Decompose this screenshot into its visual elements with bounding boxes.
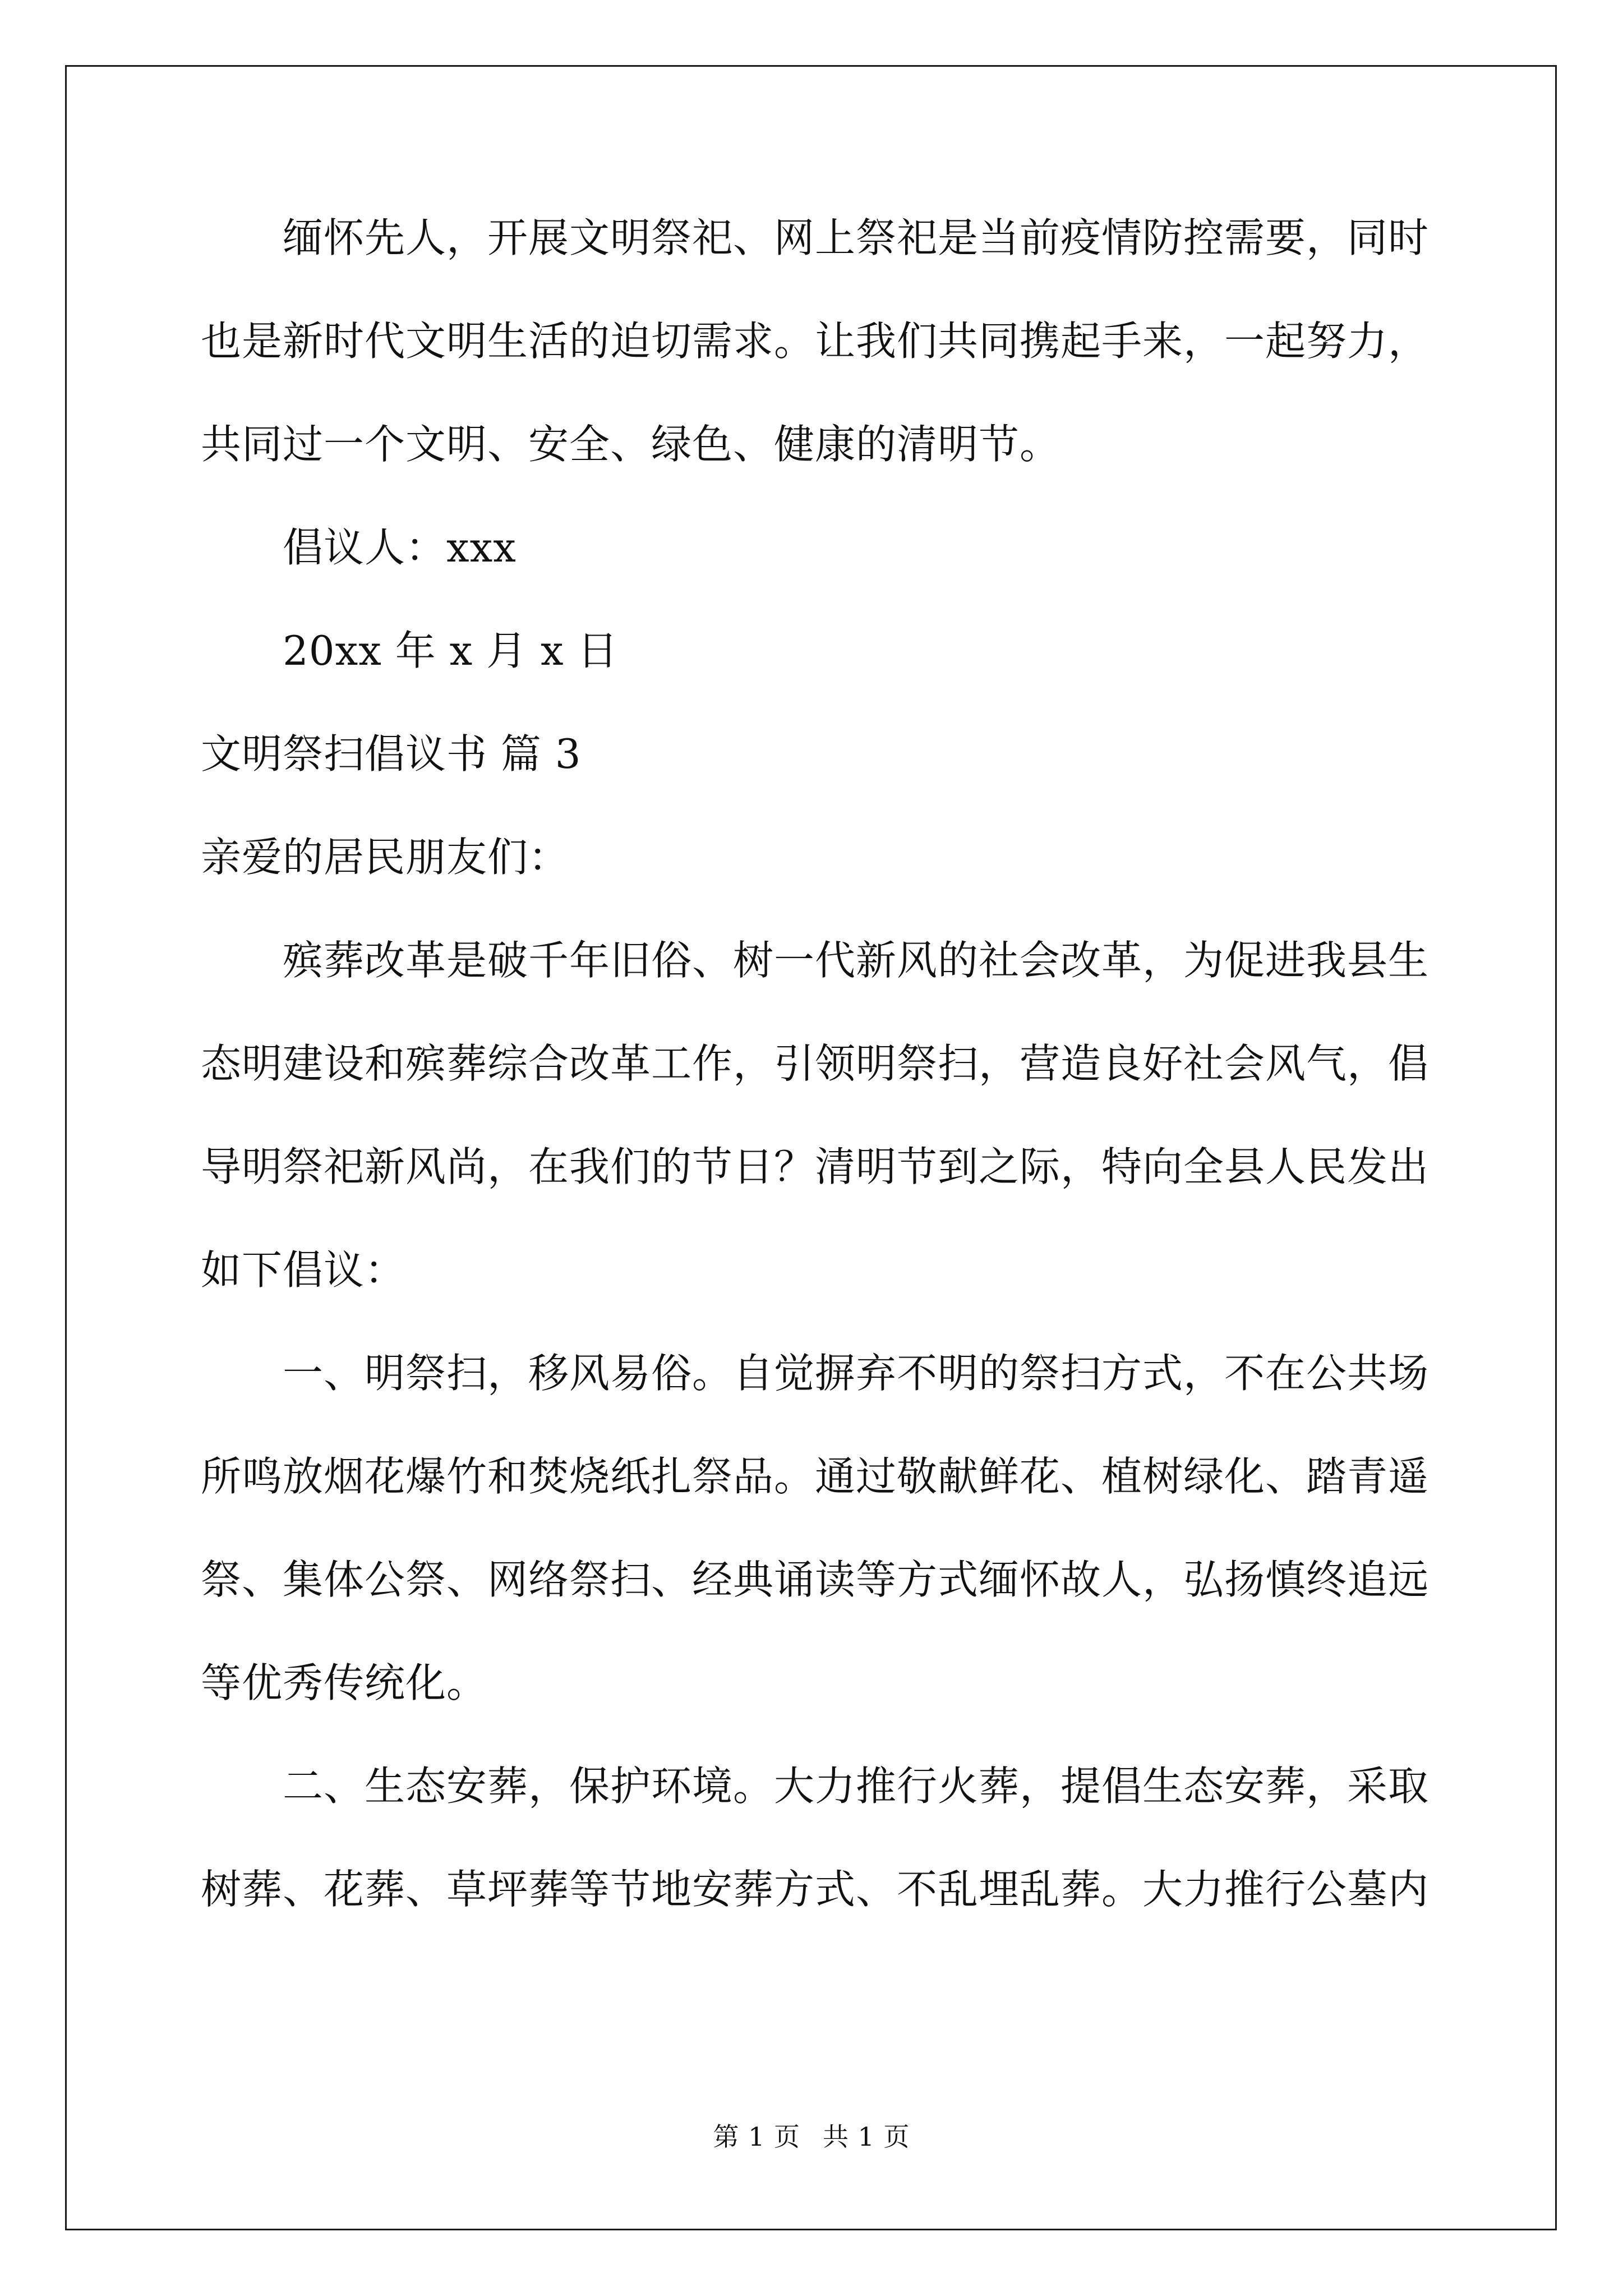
date-line: 20xx 年 x 月 x 日 [283, 627, 619, 674]
paragraph-line: 缅怀先人，开展文明祭祀、网上祭祀是当前疫情防控需要，同时 [283, 214, 1430, 261]
proposer-line: 倡议人：xxx [283, 524, 517, 571]
document-body [201, 214, 1435, 1972]
paragraph-line: 殡葬改革是破千年旧俗、树一代新风的社会改革，为促进我县生 [283, 937, 1430, 984]
paragraph-line: 所鸣放烟花爆竹和焚烧纸扎祭品。通过敬献鲜花、植树绿化、踏青遥 [201, 1453, 1430, 1500]
page-number: 第 1 页 [713, 2122, 800, 2152]
paragraph-line: 态明建设和殡葬综合改革工作，引领明祭扫，营造良好社会风气，倡 [201, 1040, 1430, 1087]
paragraph-line: 祭、集体公祭、网络祭扫、经典诵读等方式缅怀故人，弘扬慎终追远 [201, 1556, 1430, 1603]
page-total: 共 1 页 [823, 2122, 910, 2152]
paragraph-line: 导明祭祀新风尚，在我们的节日？清明节到之际，特向全县人民发出 [201, 1143, 1430, 1190]
paragraph-line: 等优秀传统化。 [201, 1659, 488, 1706]
paragraph-line: 树葬、花葬、草坪葬等节地安葬方式、不乱埋乱葬。大力推行公墓内 [201, 1866, 1430, 1913]
paragraph-line: 如下倡议： [201, 1246, 406, 1294]
paragraph-line: 二、生态安葬，保护环境。大力推行火葬，提倡生态安葬，采取 [283, 1763, 1430, 1810]
paragraph-line: 一、明祭扫，移风易俗。自觉摒弃不明的祭扫方式，不在公共场 [283, 1350, 1430, 1397]
section-title: 文明祭扫倡议书 篇 3 [201, 730, 582, 777]
page-footer [0, 2124, 1623, 2150]
paragraph-line: 共同过一个文明、安全、绿色、健康的清明节。 [201, 421, 1061, 468]
paragraph-line: 也是新时代文明生活的迫切需求。让我们共同携起手来，一起努力， [201, 318, 1430, 365]
salutation: 亲爱的居民朋友们： [201, 834, 570, 881]
